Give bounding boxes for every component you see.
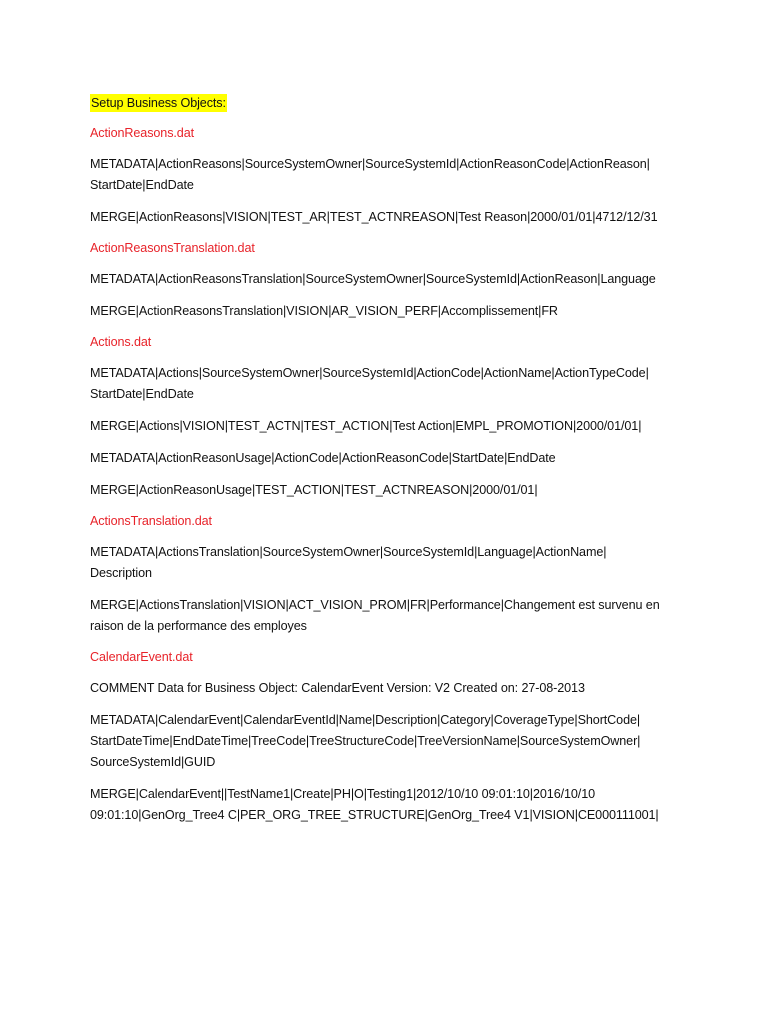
merge-action-reasons: MERGE|ActionReasons|VISION|TEST_AR|TEST_ACTNREASON|Test Reason|2000/01/01|4712/12/31 <box>90 210 658 224</box>
metadata-action-reasons <box>90 154 678 196</box>
file-name-calendar-event: CalendarEvent.dat <box>90 650 193 664</box>
metadata-actions <box>90 363 678 405</box>
text-line: raison de la performance des employes <box>90 619 307 633</box>
file-name-action-reasons-translation: ActionReasonsTranslation.dat <box>90 241 255 255</box>
metadata-action-reason-usage: METADATA|ActionReasonUsage|ActionCode|ActionReasonCode|StartDate|EndDate <box>90 451 556 465</box>
merge-actions-translation <box>90 595 678 637</box>
merge-action-reason-usage: MERGE|ActionReasonUsage|TEST_ACTION|TEST_ACTNREASON|2000/01/01| <box>90 483 538 497</box>
document-title-block <box>90 93 678 124</box>
text-line: MERGE|CalendarEvent||TestName1|Create|PH|O|Testing1|2012/10/10 09:01:10|2016/10/10 <box>90 787 596 801</box>
text-line: StartDate|EndDate <box>90 178 194 192</box>
comment-calendar-event: COMMENT Data for Business Object: CalendarEvent Version: V2 Created on: 27-08-2013 <box>90 681 585 695</box>
text-line: StartDate|EndDate <box>90 387 194 401</box>
text-line: SourceSystemId|GUID <box>90 755 216 769</box>
file-name-actions-translation: ActionsTranslation.dat <box>90 514 212 528</box>
file-name-actions: Actions.dat <box>90 335 152 349</box>
file-name-action-reasons: ActionReasons.dat <box>90 126 195 140</box>
text-line: Description <box>90 566 152 580</box>
metadata-actions-translation <box>90 542 678 584</box>
merge-calendar-event <box>90 784 678 826</box>
text-line: MERGE|ActionsTranslation|VISION|ACT_VISION_PROM|FR|Performance|Changement est survenu en <box>90 598 660 612</box>
text-line: 09:01:10|GenOrg_Tree4 C|PER_ORG_TREE_STRUCTURE|GenOrg_Tree4 V1|VISION|CE000111001| <box>90 808 659 822</box>
metadata-action-reasons-translation: METADATA|ActionReasonsTranslation|SourceSystemOwner|SourceSystemId|ActionReason|Language <box>90 272 656 286</box>
text-line: METADATA|ActionsTranslation|SourceSystemOwner|SourceSystemId|Language|ActionName| <box>90 545 607 559</box>
text-line: METADATA|CalendarEvent|CalendarEventId|Name|Description|Category|CoverageType|ShortCode| <box>90 713 641 727</box>
merge-actions: MERGE|Actions|VISION|TEST_ACTN|TEST_ACTION|Test Action|EMPL_PROMOTION|2000/01/01| <box>90 419 642 433</box>
document-title: Setup Business Objects: <box>91 96 226 110</box>
text-line: METADATA|ActionReasons|SourceSystemOwner|SourceSystemId|ActionReasonCode|ActionReason| <box>90 157 650 171</box>
metadata-calendar-event <box>90 710 678 773</box>
merge-action-reasons-translation: MERGE|ActionReasonsTranslation|VISION|AR_VISION_PERF|Accomplissement|FR <box>90 304 558 318</box>
text-line: METADATA|Actions|SourceSystemOwner|SourceSystemId|ActionCode|ActionName|ActionTypeCode| <box>90 366 649 380</box>
text-line: StartDateTime|EndDateTime|TreeCode|TreeStructureCode|TreeVersionName|SourceSystemOwner| <box>90 734 641 748</box>
